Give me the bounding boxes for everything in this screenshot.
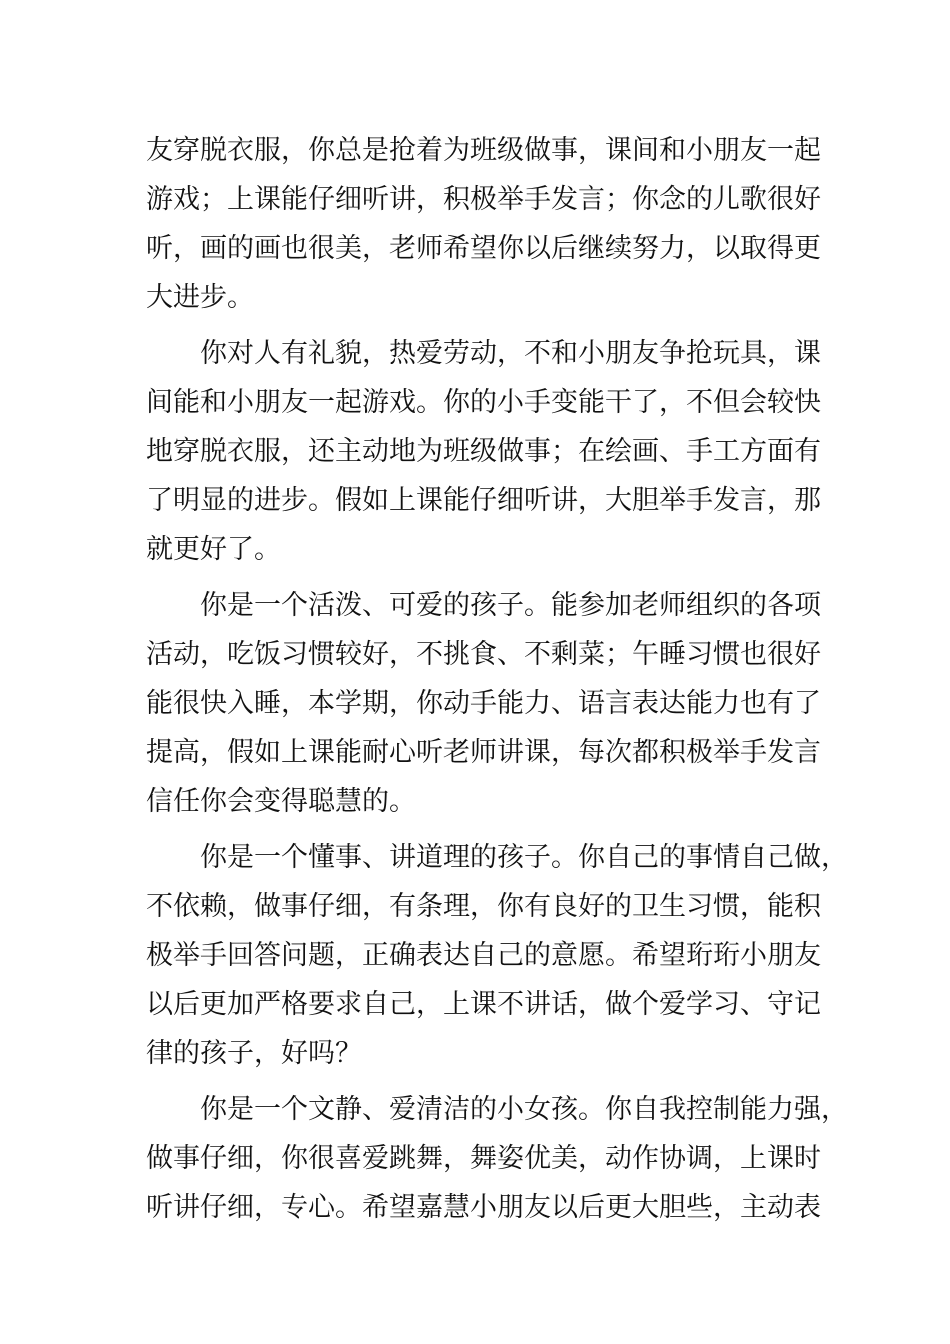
paragraph-2 [146, 329, 836, 574]
text-line: 律的孩子，好吗？ [146, 1038, 362, 1069]
text-line: 不依赖，做事仔细，有条理，你有良好的卫生习惯，能积 [146, 891, 821, 922]
text-line: 听讲仔细，专心。希望嘉慧小朋友以后更大胆些，主动表 [146, 1192, 821, 1223]
text-line: 大进步。 [146, 282, 254, 313]
text-line: 提高，假如上课能耐心听老师讲课，每次都积极举手发言 [146, 737, 821, 768]
text-line: 了明显的进步。假如上课能仔细听讲，大胆举手发言，那 [146, 485, 821, 516]
text-line: 做事仔细，你很喜爱跳舞，舞姿优美，动作协调，上课时 [146, 1143, 821, 1174]
text-line: 你是一个懂事、讲道理的孩子。你自己的事情自己做， [200, 842, 848, 873]
text-line: 地穿脱衣服，还主动地为班级做事；在绘画、手工方面有 [146, 436, 821, 467]
document-body [146, 126, 848, 1232]
text-line: 间能和小朋友一起游戏。你的小手变能干了，不但会较快 [146, 387, 821, 418]
text-line: 友穿脱衣服，你总是抢着为班级做事，课间和小朋友一起 [146, 135, 821, 166]
text-line: 你是一个活泼、可爱的孩子。能参加老师组织的各项 [200, 590, 821, 621]
paragraph-1 [146, 126, 836, 322]
text-line: 能很快入睡，本学期，你动手能力、语言表达能力也有了 [146, 688, 821, 719]
text-line: 信任你会变得聪慧的。 [146, 786, 416, 817]
text-line: 你对人有礼貌，热爱劳动，不和小朋友争抢玩具，课 [200, 338, 821, 369]
text-line: 以后更加严格要求自己，上课不讲话，做个爱学习、守记 [146, 989, 821, 1020]
text-line: 就更好了。 [146, 534, 281, 565]
text-line: 极举手回答问题，正确表达自己的意愿。希望珩珩小朋友 [146, 940, 821, 971]
text-line: 听，画的画也很美，老师希望你以后继续努力，以取得更 [146, 233, 821, 264]
text-line: 活动，吃饭习惯较好，不挑食、不剩菜；午睡习惯也很好 [146, 639, 821, 670]
paragraph-5 [146, 1085, 848, 1232]
paragraph-4 [146, 833, 848, 1078]
paragraph-3 [146, 581, 836, 826]
text-line: 你是一个文静、爱清洁的小女孩。你自我控制能力强， [200, 1094, 848, 1125]
text-line: 游戏；上课能仔细听讲，积极举手发言；你念的儿歌很好 [146, 184, 821, 215]
